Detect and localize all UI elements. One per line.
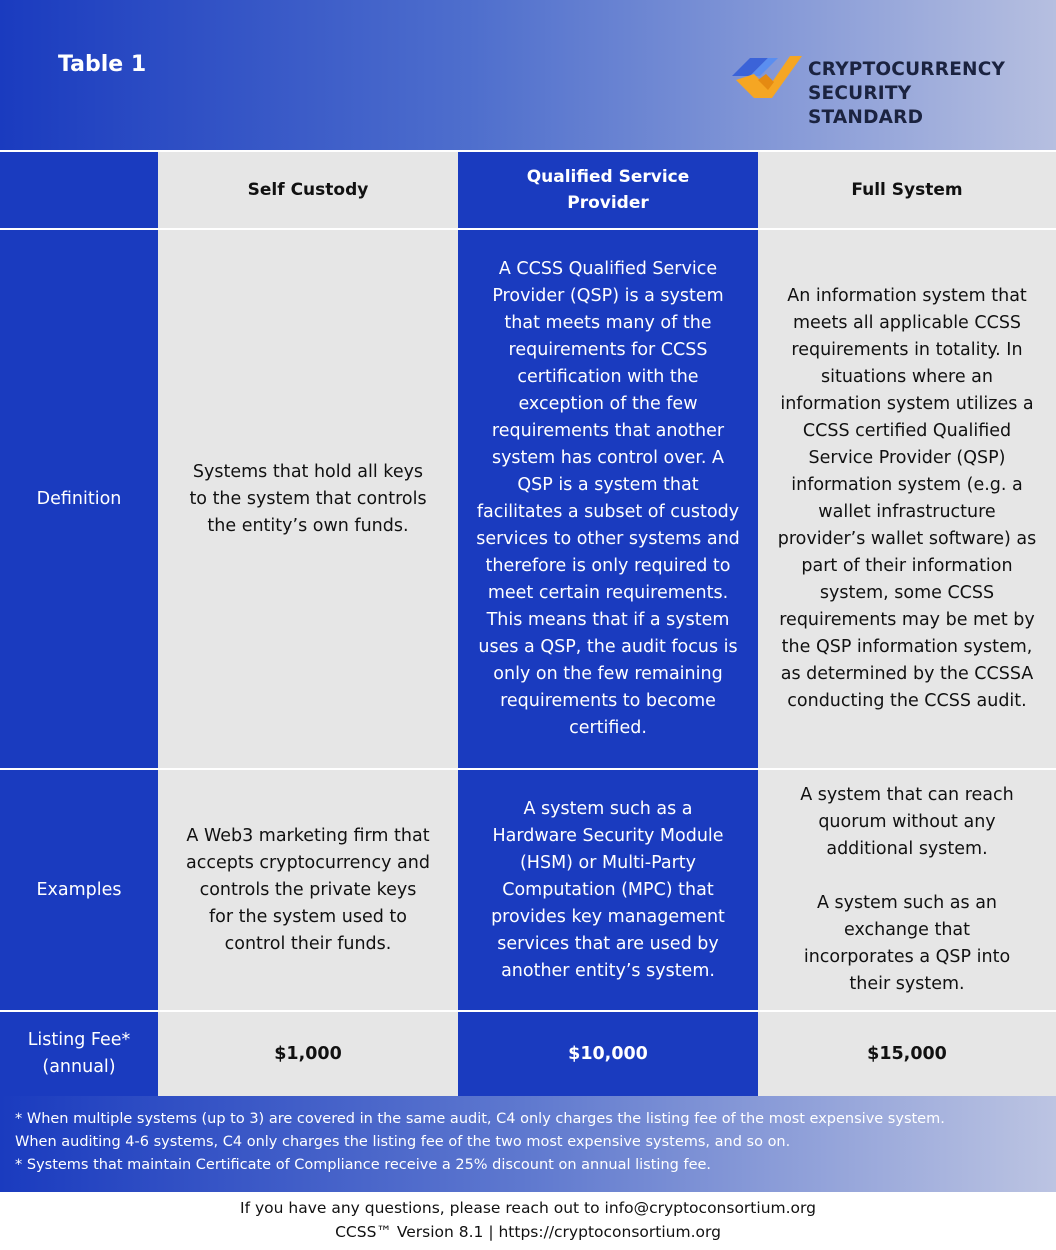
definition-qsp: A CCSS Qualified Service Provider (QSP) is a system that meets many of the requirements for CCSS certification with the exception of the few requirements that another system has control over. A QSP is a system that facilitates a subset of custody services to other systems and therefore is only required to meet certain requirements. This means that if a system uses a QSP, the audit focus is only on the few remaining requirements to become certified.	[458, 228, 758, 768]
examples-full-system-text-2: A system such as an exchange that incorporates a QSP into their system.	[803, 893, 1011, 994]
row-label-examples: Examples	[0, 768, 158, 1010]
examples-full-system	[758, 768, 1056, 1010]
logo-text	[808, 58, 1018, 130]
table-title: Table 1	[58, 52, 147, 77]
footnote-1: * When multiple systems (up to 3) are covered in the same audit, C4 only charges the listing fee of the most expensive system.	[15, 1111, 945, 1127]
definition-self-custody	[158, 228, 458, 768]
comparison-table	[0, 150, 1056, 1096]
footnote-3: * Systems that maintain Certificate of Compliance receive a 25% discount on annual listing fee.	[15, 1157, 712, 1173]
column-header-self-custody: Self Custody	[158, 150, 458, 228]
row-label-listing-fee	[0, 1010, 158, 1096]
definition-self-custody-text: Systems that hold all keys to the system that controls the entity’s own funds.	[189, 461, 427, 536]
logo-line-2: SECURITY STANDARD	[808, 83, 924, 128]
fee-full-system: $15,000	[758, 1010, 1056, 1096]
examples-qsp-text: A system such as a Hardware Security Module (HSM) or Multi-Party Computation (MPC) that provides key management services that are used by another entity’s system.	[491, 798, 725, 981]
examples-full-system-text-1: A system that can reach quorum without any additional system.	[800, 785, 1014, 859]
footnotes	[0, 1096, 1056, 1192]
examples-qsp	[458, 768, 758, 1010]
examples-self-custody	[158, 768, 458, 1010]
row-label-listing-fee-text: Listing Fee* (annual)	[27, 1030, 131, 1077]
ccss-logo-icon	[728, 50, 808, 104]
fee-qsp: $10,000	[458, 1010, 758, 1096]
column-header-qsp-label: Qualified Service Provider	[526, 167, 690, 213]
corner-cell	[0, 150, 158, 228]
ccss-logo	[728, 50, 1018, 128]
footnote-2: When auditing 4-6 systems, C4 only charges the listing fee of the two most expensive systems, and so on.	[15, 1134, 791, 1150]
examples-self-custody-text: A Web3 marketing firm that accepts cryptocurrency and controls the private keys for the system used to control their funds.	[186, 825, 430, 954]
version-line: CCSS™ Version 8.1 | https://cryptoconsortium.org	[335, 1223, 721, 1241]
header-banner	[0, 0, 1056, 150]
row-label-definition: Definition	[0, 228, 158, 768]
column-header-qsp	[458, 150, 758, 228]
column-header-full-system: Full System	[758, 150, 1056, 228]
contact-line: If you have any questions, please reach out to info@cryptoconsortium.org	[240, 1199, 816, 1217]
fee-self-custody: $1,000	[158, 1010, 458, 1096]
logo-line-1: CRYPTOCURRENCY	[808, 59, 1006, 80]
contact-footer	[0, 1196, 1056, 1244]
definition-full-system: An information system that meets all applicable CCSS requirements in totality. In situations where an information system utilizes a CCSS certified Qualified Service Provider (QSP) information system (e.g. a wallet infrastructure provider’s wallet software) as part of their information system, some CCSS requirements may be met by the QSP information system, as determined by the CCSSA conducting the CCSS audit.	[758, 228, 1056, 768]
